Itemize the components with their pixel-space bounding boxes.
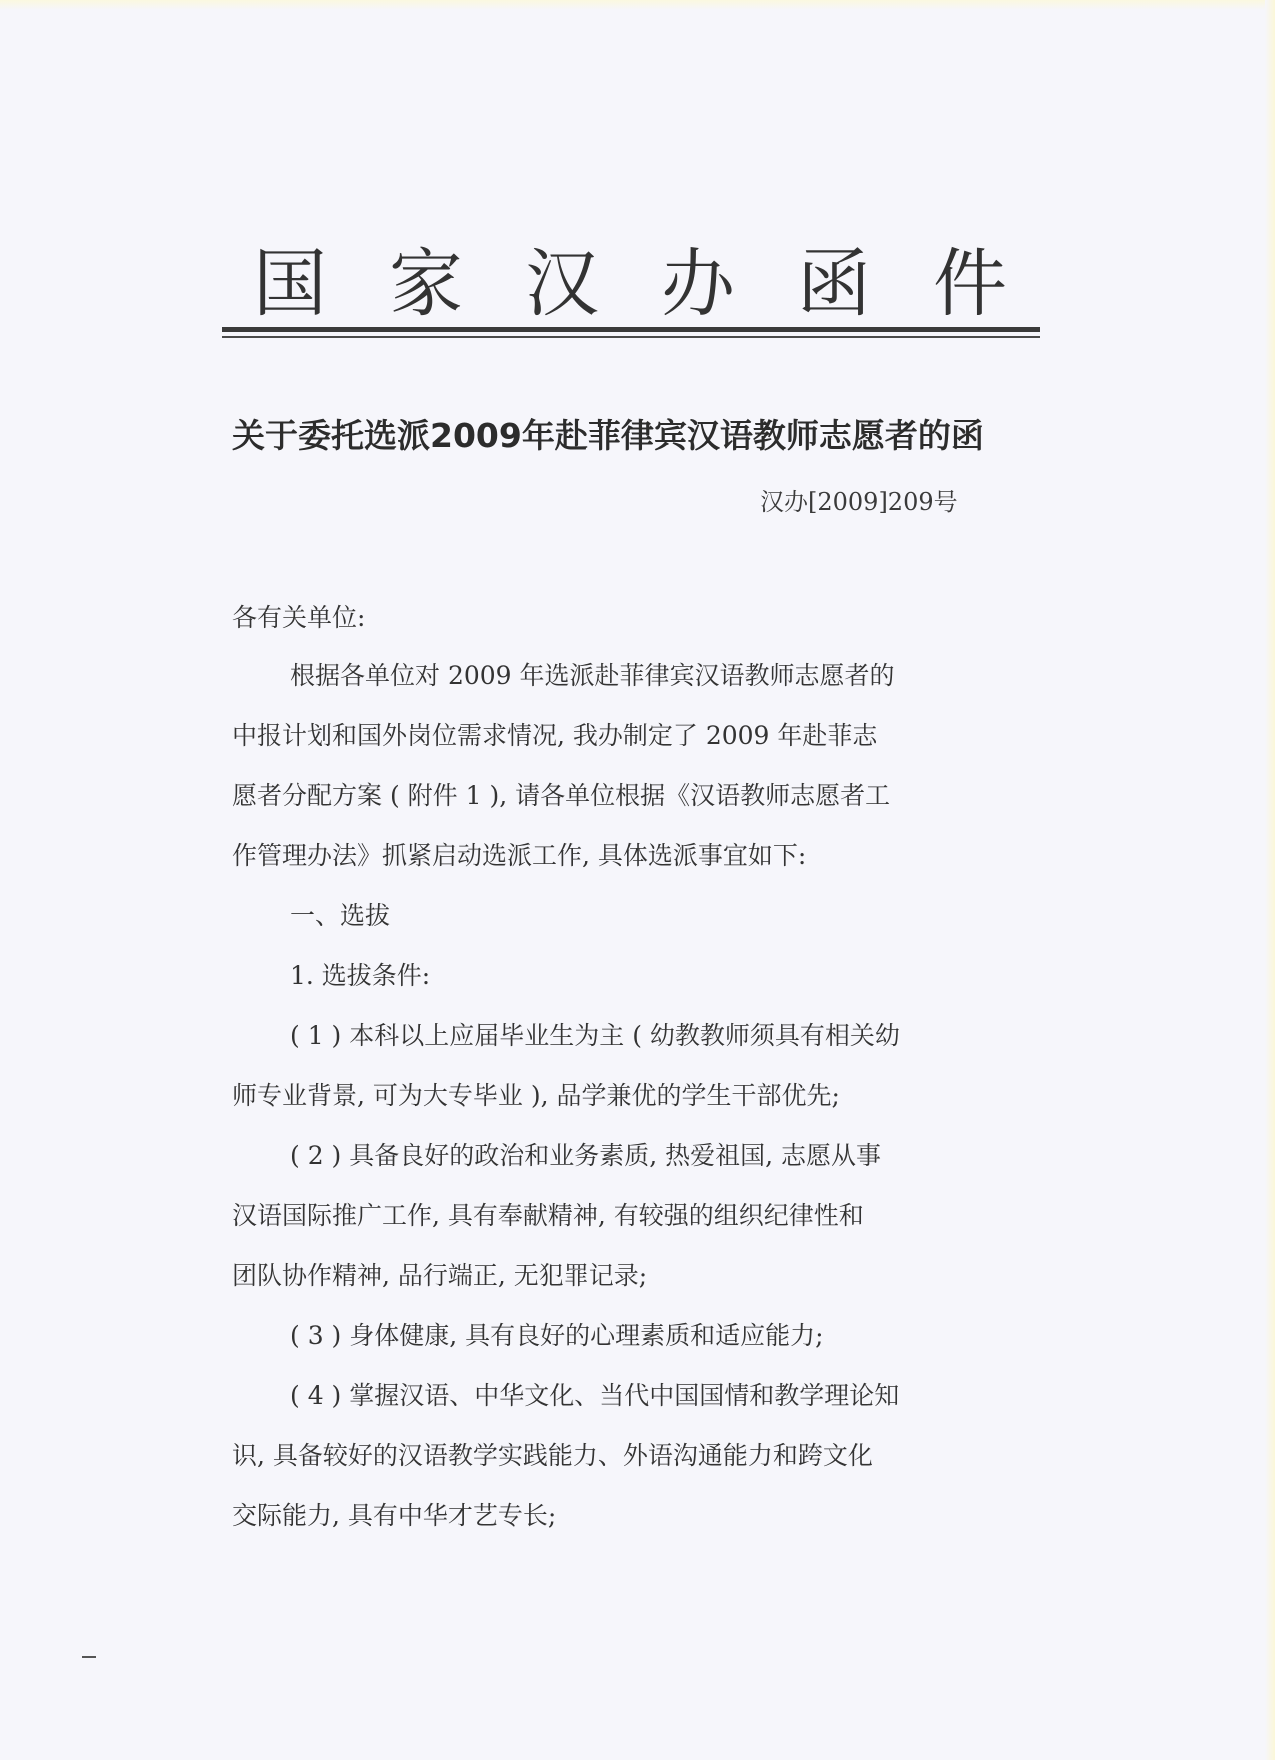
condition-line: ( 1 ) 本科以上应届毕业生为主 ( 幼教教师须具有相关幼	[290, 1021, 900, 1050]
condition-line: 师专业背景, 可为大专毕业 ), 品学兼优的学生干部优先;	[232, 1081, 840, 1110]
letterhead-char: 办	[661, 241, 735, 327]
document-number: 汉办[2009]209号	[760, 488, 958, 516]
paragraph-line: 根据各单位对 2009 年选派赴菲律宾汉语教师志愿者的	[290, 661, 895, 690]
scan-edge-right	[1265, 0, 1275, 1760]
condition-line: ( 4 ) 掌握汉语、中华文化、当代中国国情和教学理论知	[290, 1381, 900, 1410]
letterhead-title	[230, 225, 1030, 331]
condition-line: ( 3 ) 身体健康, 具有良好的心理素质和适应能力;	[290, 1321, 824, 1350]
section-heading: 一、选拔	[290, 901, 391, 930]
letterhead-char: 家	[389, 241, 463, 327]
paragraph-line: 愿者分配方案 ( 附件 1 ), 请各单位根据《汉语教师志愿者工	[232, 781, 891, 810]
letterhead-char: 件	[933, 241, 1007, 327]
subsection-heading: 1. 选拔条件:	[290, 961, 431, 990]
letterhead-rule-thick	[222, 327, 1040, 332]
scan-speck	[82, 1656, 96, 1658]
letterhead-char: 函	[797, 241, 871, 327]
condition-line: 团队协作精神, 品行端正, 无犯罪记录;	[232, 1261, 648, 1290]
paragraph-line: 中报计划和国外岗位需求情况, 我办制定了 2009 年赴菲志	[232, 721, 878, 750]
paragraph-line: 作管理办法》抓紧启动选派工作, 具体选派事宜如下:	[232, 841, 807, 870]
letterhead-char: 国	[253, 241, 327, 327]
condition-line: ( 2 ) 具备良好的政治和业务素质, 热爱祖国, 志愿从事	[290, 1141, 882, 1170]
condition-line: 交际能力, 具有中华才艺专长;	[232, 1501, 557, 1530]
condition-line: 汉语国际推广工作, 具有奉献精神, 有较强的组织纪律性和	[232, 1201, 864, 1230]
condition-line: 识, 具备较好的汉语教学实践能力、外语沟通能力和跨文化	[232, 1441, 873, 1470]
scan-edge-top	[0, 0, 1275, 10]
letterhead-rule-thin	[222, 336, 1040, 338]
letterhead-char: 汉	[525, 241, 599, 327]
document-title: 关于委托选派2009年赴菲律宾汉语教师志愿者的函	[232, 416, 984, 455]
salutation: 各有关单位:	[232, 603, 366, 632]
